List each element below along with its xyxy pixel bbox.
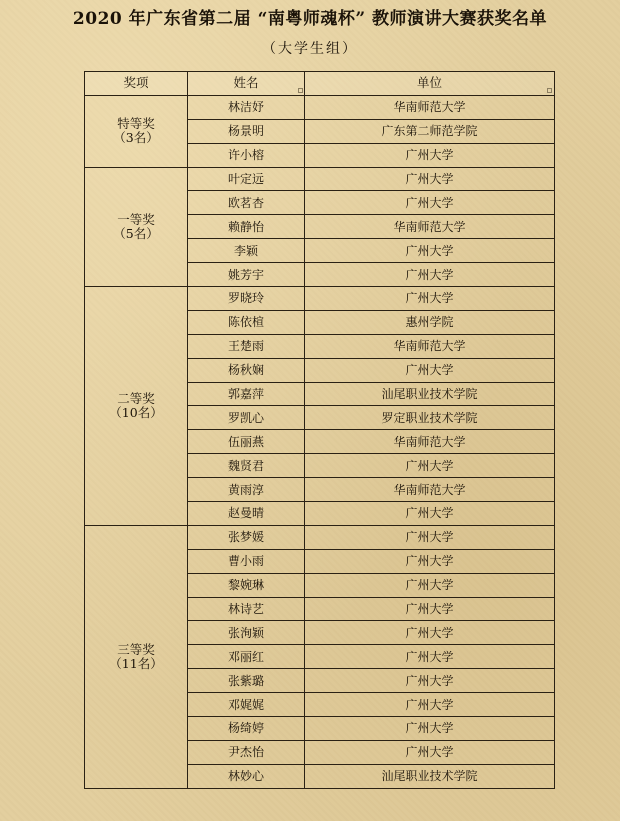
award-level-cell	[85, 287, 188, 526]
winner-name: 黎婉琳	[188, 573, 305, 597]
winner-unit: 广州大学	[305, 502, 555, 526]
winner-unit: 广州大学	[305, 239, 555, 263]
winner-unit: 广州大学	[305, 693, 555, 717]
award-level: 二等奖	[117, 390, 155, 406]
winner-name: 李颖	[188, 239, 305, 263]
winner-name: 罗凯心	[188, 406, 305, 430]
header-name: 姓名	[188, 72, 305, 96]
winner-name: 杨绮婷	[188, 717, 305, 741]
header-award: 奖项	[85, 72, 188, 96]
award-level-cell	[85, 525, 188, 788]
winner-unit: 华南师范大学	[305, 334, 555, 358]
awards-table-body	[85, 95, 555, 788]
winner-unit: 广州大学	[305, 263, 555, 287]
winner-name: 黄雨淳	[188, 478, 305, 502]
winner-unit: 华南师范大学	[305, 430, 555, 454]
winner-name: 陈依楦	[188, 310, 305, 334]
award-count: （3名）	[113, 130, 159, 146]
award-count: （11名）	[109, 655, 163, 671]
winner-unit: 广州大学	[305, 717, 555, 741]
winner-unit: 广州大学	[305, 621, 555, 645]
winner-unit: 广州大学	[305, 669, 555, 693]
winner-unit: 广州大学	[305, 358, 555, 382]
winner-name: 邓丽红	[188, 645, 305, 669]
winner-name: 赖静怡	[188, 215, 305, 239]
winner-name: 许小榕	[188, 143, 305, 167]
winner-name: 欧茗杏	[188, 191, 305, 215]
winner-name: 伍丽燕	[188, 430, 305, 454]
winner-name: 王楚雨	[188, 334, 305, 358]
table-row	[85, 525, 555, 549]
winner-name: 曹小雨	[188, 549, 305, 573]
winner-unit: 华南师范大学	[305, 478, 555, 502]
winner-unit: 广州大学	[305, 549, 555, 573]
table-row	[85, 95, 555, 119]
winner-unit: 广州大学	[305, 597, 555, 621]
page-subtitle: （大学生组）	[262, 41, 358, 57]
winner-name: 魏贤君	[188, 454, 305, 478]
award-level-cell	[85, 167, 188, 286]
winner-name: 张紫璐	[188, 669, 305, 693]
winner-name: 邓娓娓	[188, 693, 305, 717]
winner-name: 叶定远	[188, 167, 305, 191]
winner-unit: 广州大学	[305, 167, 555, 191]
winner-name: 林诗艺	[188, 597, 305, 621]
winner-name: 郭嘉萍	[188, 382, 305, 406]
winner-unit: 汕尾职业技术学院	[305, 764, 555, 788]
winner-unit: 广州大学	[305, 191, 555, 215]
winner-name: 姚芳宇	[188, 263, 305, 287]
award-level-cell	[85, 95, 188, 167]
winner-unit: 广州大学	[305, 525, 555, 549]
winner-unit: 广州大学	[305, 143, 555, 167]
winner-unit: 广州大学	[305, 573, 555, 597]
table-row	[85, 167, 555, 191]
winner-name: 杨景明	[188, 119, 305, 143]
award-level: 三等奖	[117, 641, 155, 657]
winner-unit: 罗定职业技术学院	[305, 406, 555, 430]
winner-name: 罗晓玲	[188, 287, 305, 311]
table-row	[85, 287, 555, 311]
award-level: 一等奖	[117, 211, 155, 227]
winner-name: 张梦媛	[188, 525, 305, 549]
winner-name: 张洵颖	[188, 621, 305, 645]
award-count: （5名）	[113, 225, 159, 241]
award-level: 特等奖	[117, 116, 155, 132]
winner-unit: 广州大学	[305, 454, 555, 478]
winner-unit: 惠州学院	[305, 310, 555, 334]
winner-name: 杨秋娴	[188, 358, 305, 382]
winner-name: 林洁妤	[188, 95, 305, 119]
winner-unit: 广州大学	[305, 740, 555, 764]
winner-name: 尹杰怡	[188, 740, 305, 764]
winner-unit: 汕尾职业技术学院	[305, 382, 555, 406]
winner-unit: 广东第二师范学院	[305, 119, 555, 143]
table-header-row	[85, 72, 555, 96]
winner-unit: 广州大学	[305, 287, 555, 311]
winner-name: 赵曼晴	[188, 502, 305, 526]
winner-unit: 华南师范大学	[305, 215, 555, 239]
winner-unit: 华南师范大学	[305, 95, 555, 119]
header-unit: 单位	[305, 72, 555, 96]
winner-name: 林妙心	[188, 764, 305, 788]
winner-unit: 广州大学	[305, 645, 555, 669]
award-count: （10名）	[109, 404, 163, 420]
page-title: 2020 年广东省第二届 “南粤师魂杯” 教师演讲大赛获奖名单	[72, 9, 548, 29]
awards-table	[84, 71, 555, 789]
